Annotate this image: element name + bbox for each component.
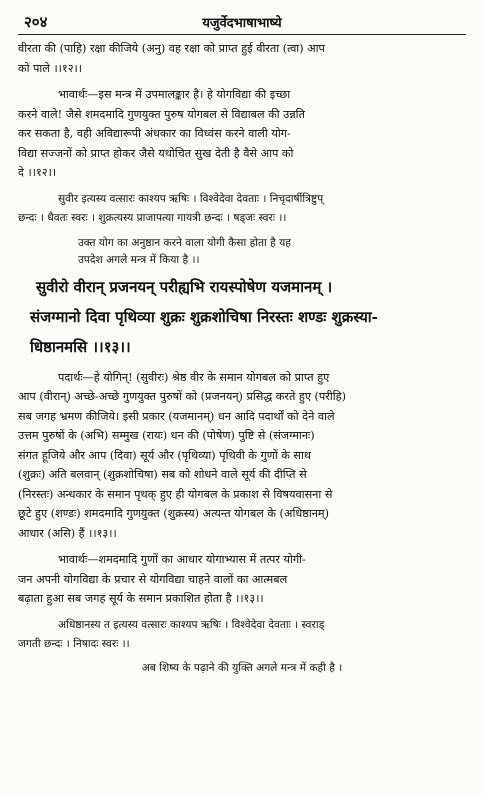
text-line: आप (वीरान्) अच्छे-अच्छे गुणयुक्त पुरुषों को (प्रजनयन्) प्रसिद्ध करते हुए (परीहि) [18, 390, 346, 403]
page-number: २०४ [24, 13, 48, 31]
bhavartha-12 [18, 85, 466, 183]
padartha-13 [18, 368, 466, 544]
text-line: (शुक्रः) अति बलवान् (शुक्रशोचिषा) सब को शोधने वाले सूर्य की दीप्ति से [18, 468, 307, 481]
text-line: उक्त योग का अनुष्ठान करने वाला योगी कैसा होता है यह [78, 236, 291, 249]
text-line: आधार (असि) हैं ।।१३।। [18, 526, 117, 540]
text-line: जगती छन्दः । निषादः स्वरः ।। [18, 638, 130, 650]
mantra-line: धिष्ठानमसि ।।१३।। [30, 337, 131, 356]
bhavartha-13 [18, 550, 466, 609]
text-line: सुवीर इत्यस्य वत्सारः काश्यप ऋषिः । विश्वेदेवा देवताः । निचृदार्षीत्रिष्टुप् [58, 192, 324, 205]
text-line: उपदेश अगले मन्त्र में किया है ।। [78, 253, 200, 266]
mantra-line: संजग्मानो दिवा पृथिव्या शुक्रः शुक्रशोचिषा निरस्तः शण्डः शुक्रस्या- [30, 307, 378, 326]
text-line: दे ।।१२।। [18, 166, 57, 179]
rishi-devata-13 [18, 190, 466, 229]
text-line: बढ़ाता हुआ सब जगह सूर्य के समान प्रकाशित होता है ।।१३।। [18, 592, 264, 605]
verse-introduction [18, 235, 466, 269]
text-line: अधिष्ठानस्य त इत्यस्य वत्सारः काश्यप ऋषिः । विश्वेदेवा देवताः । स्वराड् [58, 618, 325, 631]
text-line: को पाले ।।१२।। [18, 61, 83, 75]
next-verse-note: अब शिष्य के पढ़ाने की युक्ति अगले मन्त्र में कही है । [141, 661, 343, 674]
previous-verse-ending [18, 39, 466, 78]
text-line: (निरस्तः) अन्धकार के समान पृथक् हुए ही योगबल के प्रकाश से विषयवासना से [18, 487, 333, 501]
text-line: छूटे हुए (शण्डः) शमदमादि गुणयुक्त (शुक्रस्य) अत्यन्त योगबल के (अधिष्ठानम्) [18, 507, 329, 520]
text-line: करने वाले! जैसे शमदमादि गुणयुक्त पुरुष योगबल से विद्याबल की उन्नति [18, 107, 305, 121]
rishi-devata-14 [18, 616, 466, 655]
running-title: यजुर्वेदभाषाभाष्ये [202, 16, 282, 31]
mantra-line: सुवीरो वीरान् प्रजनयन् परीह्यभि रायस्पोषेण यजमानम् । [36, 277, 333, 296]
mantra-13 [18, 273, 466, 361]
text-line: जन अपनी योगविद्या के प्रचार से योगविद्या चाहने वालों का आत्मबल [18, 572, 288, 586]
text-line: संगत हूजिये और आप (दिवा) सूर्य और (पृथिव्या) पृथिवी के गुणों के साथ [18, 448, 312, 462]
text-line: भावार्थः—इस मन्त्र में उपमालङ्कार है। हे योगविद्या की इच्छा [58, 88, 291, 101]
text-line: सब जगह भ्रमण कीजिये। इसी प्रकार (यजमानम्) धन आदि पदार्थों को देने वाले [18, 409, 335, 423]
text-line: छन्दः । धैवतः स्वरः । शुक्रत्यस्य प्राजापत्या गायत्री छन्दः । षड्जः स्वरः ।। [18, 212, 287, 224]
text-line: विद्या सज्जनों को प्राप्त होकर जैसे यथोचित सुख देती है वैसे आप को [18, 146, 294, 160]
text-line: उत्तम पुरुषों के (अभि) सम्मुख (रायः) धन की (पोषेण) पुष्टि से (संजग्मानः) [18, 429, 315, 442]
text-line: वीरता की (पाहि) रक्षा कीजिये (अनु) वह रक्षा को प्राप्त हुई वीरता (त्वा) आप [18, 42, 325, 55]
text-line: भावार्थः—शमदमादि गुणों का आधार योगाभ्यास में तत्पर योगी- [58, 553, 306, 566]
text-line: कर सकता है, वही अविद्यारूपी अंधकार का विध्वंस करने वाली योग- [18, 127, 291, 140]
text-line: पदार्थः—हे योगिन्! (सुवीरः) श्रेष्ठ वीर के समान योगबल को प्राप्त हुए [58, 370, 330, 384]
page-header [18, 8, 466, 35]
